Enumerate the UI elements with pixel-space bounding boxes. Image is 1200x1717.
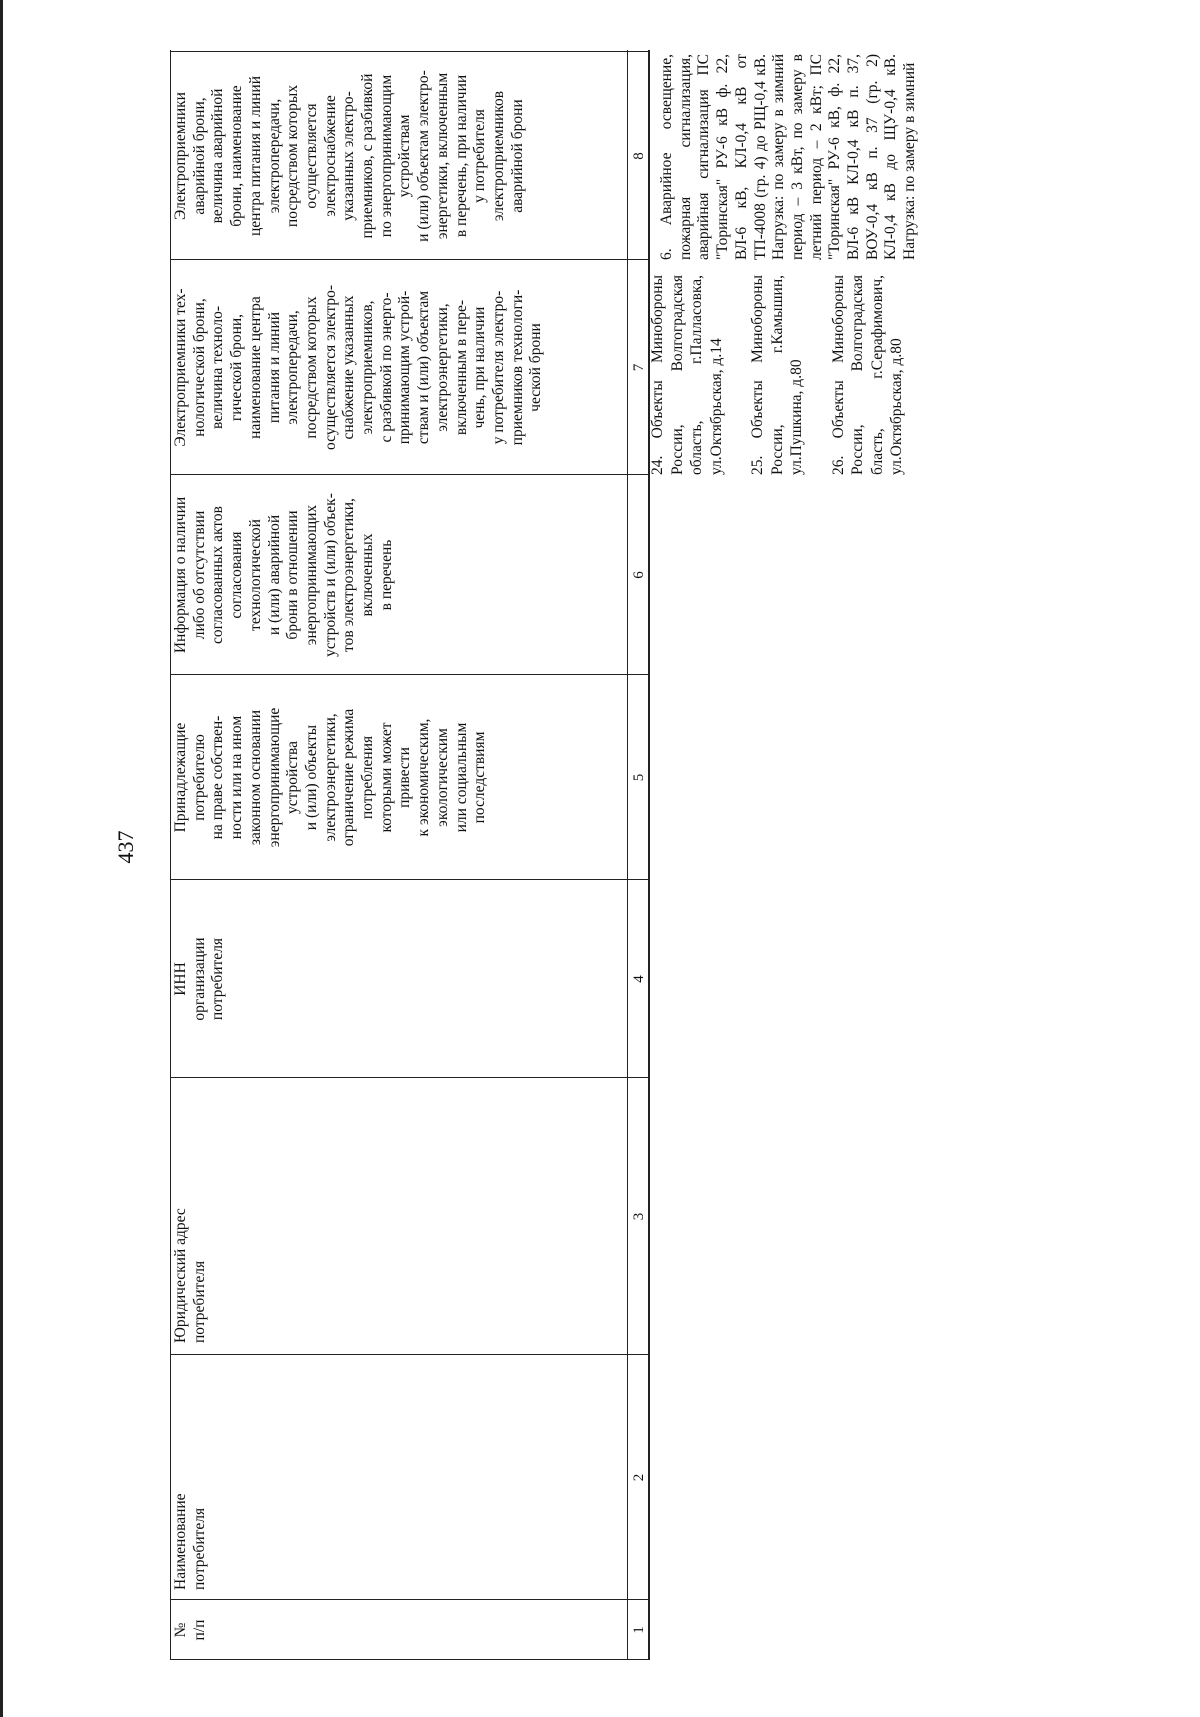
column-number-cell: 3 [631,1212,647,1221]
column-8-text: 6. Аварийное освещение, пожарная сигнализация, аварийная сигнализация ПС "Торинская" РУ-6 кВ ф. 22, ВЛ-6 кВ, КЛ-0,4 кВ от ТП-4008 (гр. 4) до РЩ-0,4 кВ. Нагрузка: по замеру в зимний период – 3 кВт, по замеру в летний период – 2 кВт; ПС "Торинская" РУ-6 кВ, ф. 22, ВЛ-6 кВ КЛ-0,4 кВ п. 37, ВОУ-0,4 кВ п. 37 (гр. 2) КЛ-0,4 кВ до ЩУ-0,4 кВ. Нагрузка: по замеру в зимний [658,54,919,260]
list-item: 26. Объекты Минобороны России, Волгоградская бласть, г.Серафимович, ул.Октябрьская, д.80 [829,275,905,475]
col-rule [170,1659,648,1660]
header-cell-devices: Принадлежащие потребителю на праве собствен- ности или на ином законном основании энергопринимающие устройства и (или) объекты электроэнергетики, ограничение режима потребления которыми может привести к экономическим, экологическим или социальным последствиям [172,707,489,848]
col-rule [170,1354,648,1355]
header-cell-tech-reserve: Электроприемники тех- нологической брони, величина техноло- гической брони, наименование центра питания и линий электропередачи, посредством которых осуществляется электро- снабжение указанных электроприемников, с разбивкой по энерго- принимающим устрой- ствам и (или) объектам электроэнергетики, включенным в пере- чень, при наличии у потребителя электро- приемников технологи- ческой брони [172,284,545,451]
page-number: 437 [113,830,138,864]
list-item: 25. Объекты Минобороны России, г.Камышин, ул.Пушкина, д.80 [749,275,805,475]
col-rule [170,1077,648,1078]
column-number-cell: 5 [631,773,647,782]
header-cell-name: Наименование потребителя [172,1493,208,1590]
col-rule [170,1599,648,1600]
column-number-cell: 7 [631,363,647,372]
header-cell-address: Юридический адрес потребителя [172,1208,208,1343]
column-number-cell: 2 [631,1473,647,1482]
list-item: 24. Объекты Минобороны России, Волгоградская область, г.Палласовка, ул.Октябрьская, д.14 [649,275,725,475]
column-5-entries [648,275,929,475]
table-top-rule [170,50,171,1660]
header-cell-acts: Информация о наличии либо об отсутствии согласованных актов согласования технологической и (или) аварийной брони в отношении энергопринимающих устройств и (или) объек- тов электроэнергетики, включенных в перечень [172,493,395,657]
column-number-cell: 6 [631,571,647,579]
column-number-cell: 4 [631,975,647,983]
column-number-cell: 1 [631,1626,647,1634]
header-cell-emergency-reserve: Электроприемники аварийной брони, величина аварийной брони, наименование центра питания и линий электропередачи, посредством которых осуществляется электроснабжение указанных электро- приемников, с разбивкой по энергопринимающим устройствам и (или) объектам электро- энергетики, включенным в перечень, при наличии у потребителя электроприемников аварийной брони [172,70,526,242]
header-cell-inn: ИНН организации потребителя [172,937,227,1021]
data-table [170,50,1180,1660]
header-cell-number: № п/п [172,1619,208,1641]
column-number-cell: 8 [631,152,647,160]
scan-edge [0,0,3,1717]
rotated-page [170,50,1180,1660]
